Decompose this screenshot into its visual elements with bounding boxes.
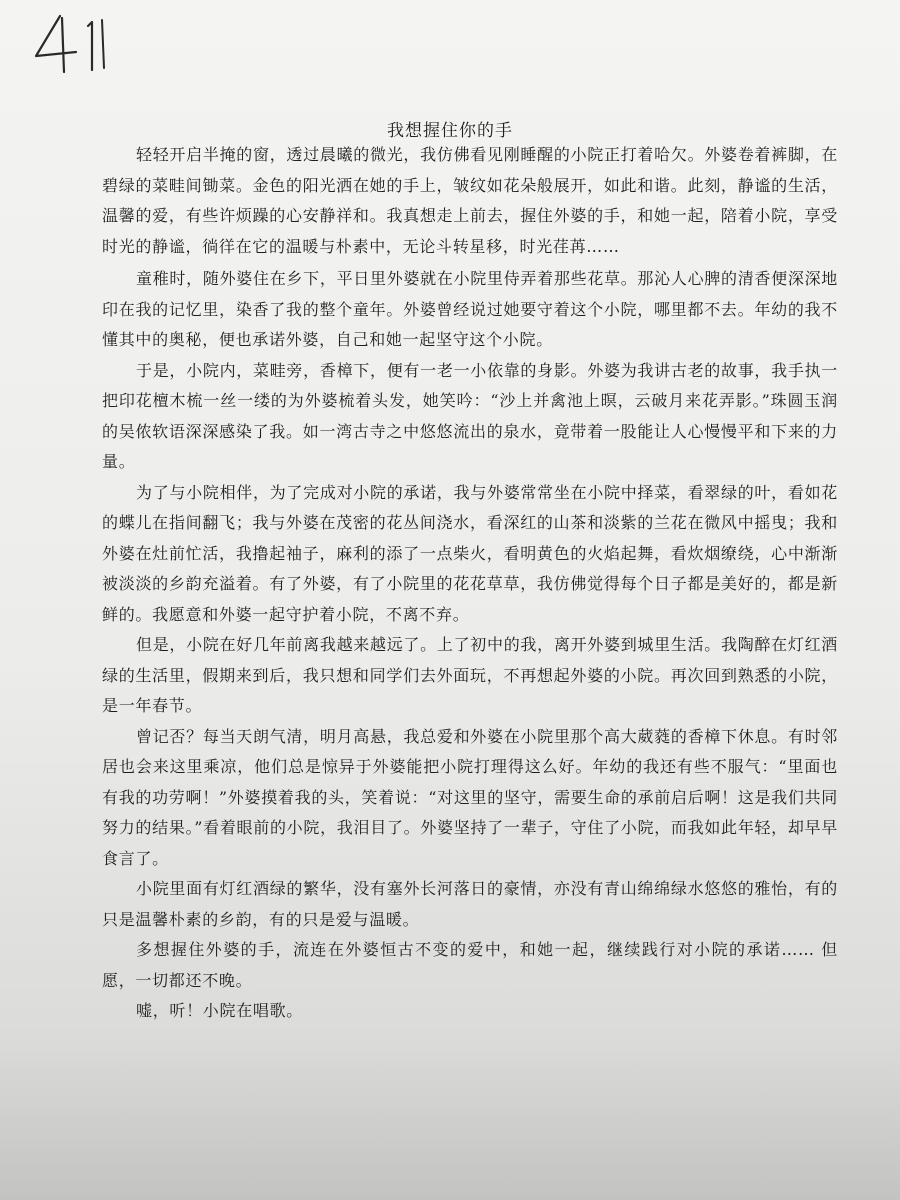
essay-title: 我想握住你的手 — [387, 121, 513, 141]
paragraph-4: 为了与小院相伴，为了完成对小院的承诺，我与外婆常常坐在小院中择菜，看翠绿的叶，看如花的蝶儿在指间翻飞；我与外婆在茂密的花丛间浇水，看深红的山茶和淡紫的兰花在微风中摇曳；我和外婆在灶前忙活，我撸起袖子，麻利的添了一点柴火，看明黄色的火焰起舞，看炊烟缭绕，心中渐渐被淡淡的乡韵充溢着。有了外婆，有了小院里的花花草草，我仿佛觉得每个日子都是美好的，都是新鲜的。我愿意和外婆一起守护着小院，不离不弃。 — [102, 482, 838, 624]
paragraph-3: 于是，小院内，菜畦旁，香樟下，便有一老一小依靠的身影。外婆为我讲古老的故事，我手执一把印花檀木梳一丝一缕的为外婆梳着头发，她笑吟：“沙上并禽池上暝，云破月来花弄影。”珠圆玉润的吴侬软语深深感染了我。如一湾古寺之中悠悠流出的泉水，竟带着一股能让人心慢慢平和下来的力量。 — [102, 360, 838, 471]
handwritten-page-number — [30, 12, 120, 77]
paragraph-1: 轻轻开启半掩的窗，透过晨曦的微光，我仿佛看见刚睡醒的小院正打着哈欠。外婆卷着裤脚，在碧绿的菜畦间锄菜。金色的阳光洒在她的手上，皱纹如花朵般展开，如此和谐。此刻，静谧的生活，温馨的爱，有些许烦躁的心安静祥和。我真想走上前去，握住外婆的手，和她一起，陪着小院，享受时光的静谧，徜徉在它的温暖与朴素中，无论斗转星移，时光荏苒…… — [102, 145, 838, 256]
paragraph-2: 童稚时，随外婆住在乡下，平日里外婆就在小院里侍弄着那些花草。那沁人心脾的清香便深深地印在我的记忆里，染香了我的整个童年。外婆曾经说过她要守着这个小院，哪里都不去。年幼的我不懂其中的奥秘，便也承诺外婆，自己和她一起坚守这个小院。 — [102, 269, 838, 349]
paragraph-8: 多想握住外婆的手，流连在外婆恒古不变的爱中，和她一起，继续践行对小院的承诺…… 但愿，一切都还不晚。 — [102, 940, 838, 990]
paper-shadow — [0, 1040, 900, 1200]
paragraph-6: 曾记否？每当天朗气清，明月高悬，我总爱和外婆在小院里那个高大葳蕤的香樟下休息。有时邻居也会来这里乘凉，他们总是惊异于外婆能把小院打理得这么好。年幼的我还有些不服气：“里面也有我的功劳啊！”外婆摸着我的头，笑着说：“对这里的坚守，需要生命的承前启后啊！这是我们共同努力的结果。”看着眼前的小院，我泪目了。外婆坚持了一辈子，守住了小院，而我如此年轻，却早早食言了。 — [102, 726, 838, 868]
paragraph-7: 小院里面有灯红酒绿的繁华，没有塞外长河落日的豪情，亦没有青山绵绵绿水悠悠的雅怡，有的只是温馨朴素的乡韵，有的只是爱与温暖。 — [102, 879, 838, 929]
essay-body — [102, 140, 838, 1027]
paragraph-5: 但是，小院在好几年前离我越来越远了。上了初中的我，离开外婆到城里生活。我陶醉在灯红酒绿的生活里，假期来到后，我只想和同学们去外面玩，不再想起外婆的小院。再次回到熟悉的小院，是一年春节。 — [102, 635, 838, 715]
paragraph-9: 嘘，听！小院在唱歌。 — [136, 1001, 304, 1020]
